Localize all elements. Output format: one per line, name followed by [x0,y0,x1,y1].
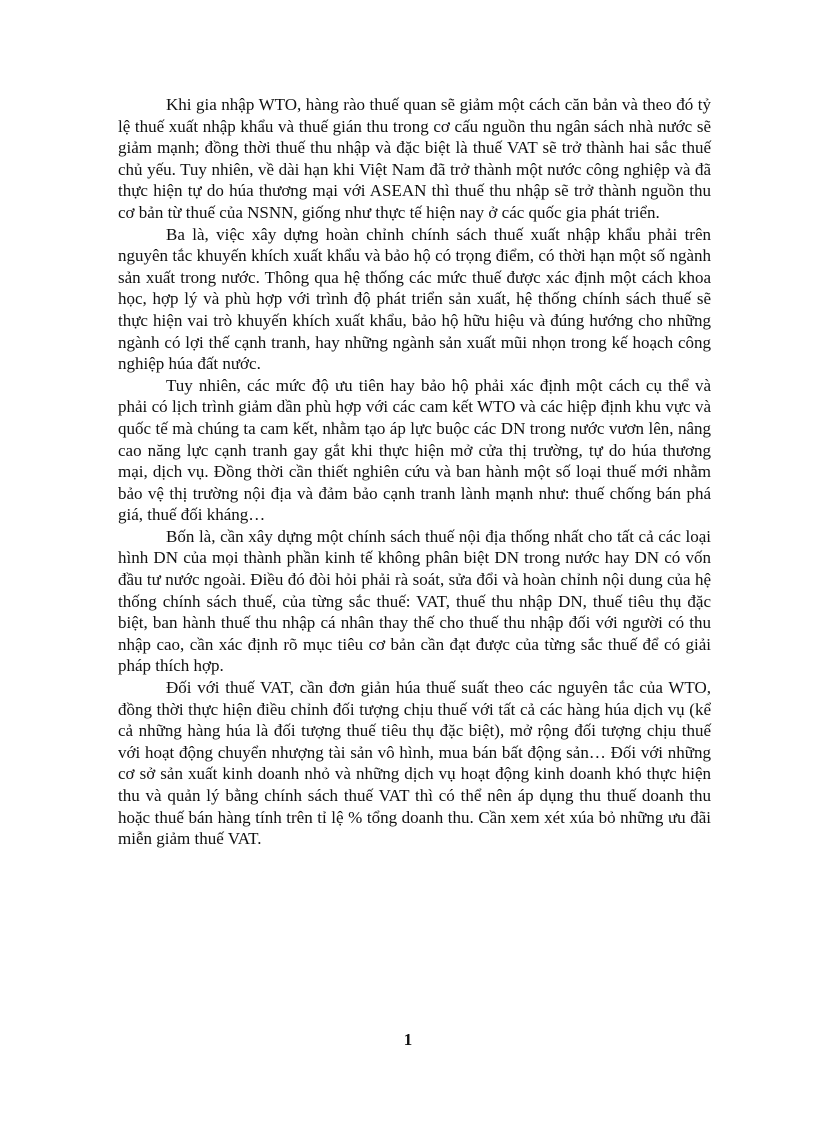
paragraph-2: Ba là, việc xây dựng hoàn chỉnh chính sách thuế xuất nhập khẩu phải trên nguyên tắc khuyến khích xuất khẩu và bảo hộ có trọng điểm, có thời hạn một số ngành sản xuất trong nước. Thông qua hệ thống các mức thuế được xác định một cách khoa học, hợp lý và phù hợp với trình độ phát triển sản xuất, hệ thống chính sách thuế sẽ thực hiện vai trò khuyến khích xuất khẩu, bảo hộ hữu hiệu và đúng hướng cho những ngành có lợi thế cạnh tranh, hay những ngành sản xuất mũi nhọn trong kế hoạch công nghiệp húa đất nước. [118,224,711,374]
paragraph-3: Tuy nhiên, các mức độ ưu tiên hay bảo hộ phải xác định một cách cụ thể và phải có lịch trình giảm dần phù hợp với các cam kết WTO và các hiệp định khu vực và quốc tế mà chúng ta cam kết, nhằm tạo áp lực buộc các DN trong nước vươn lên, nâng cao năng lực cạnh tranh gay gắt khi thực hiện mở cửa thị trường, tự do húa thương mại, dịch vụ. Đồng thời cần thiết nghiên cứu và ban hành một số loại thuế mới nhằm bảo vệ thị trường nội địa và đảm bảo cạnh tranh lành mạnh như: thuế chống bán phá giá, thuế đối kháng… [118,375,711,525]
page-number: 1 [403,1030,413,1049]
paragraph-5: Đối với thuế VAT, cần đơn giản húa thuế suất theo các nguyên tắc của WTO, đồng thời thực hiện điều chỉnh đối tượng chịu thuế với tất cả các hàng húa dịch vụ (kể cả những hàng húa là đối tượng thuế tiêu thụ đặc biệt), mở rộng đối tượng chịu thuế với hoạt động chuyển nhượng tài sản vô hình, mua bán bất động sản… Đối với những cơ sở sản xuất kinh doanh nhỏ và những dịch vụ hoạt động kinh doanh khó thực hiện thu và quản lý bằng chính sách thuế VAT thì có thể nên áp dụng thu thuế doanh thu hoặc thuế bán hàng tính trên tỉ lệ % tổng doanh thu. Cần xem xét xúa bỏ những ưu đãi miễn giảm thuế VAT. [118,678,711,849]
paragraph-4: Bốn là, cần xây dựng một chính sách thuế nội địa thống nhất cho tất cả các loại hình DN của mọi thành phần kinh tế không phân biệt DN trong nước hay DN có vốn đầu tư nước ngoài. Điều đó đòi hỏi phải rà soát, sửa đổi và hoàn chỉnh nội dung của hệ thống chính sách thuế, của từng sắc thuế: VAT, thuế thu nhập DN, thuế tiêu thụ đặc biệt, ban hành thuế thu nhập cá nhân thay thế cho thuế thu nhập đối với người có thu nhập cao, cần xác định rõ mục tiêu cơ bản cần đạt được của từng sắc thuế để có giải pháp thích hợp. [118,526,711,676]
paragraph-1: Khi gia nhập WTO, hàng rào thuế quan sẽ giảm một cách căn bản và theo đó tỷ lệ thuế xuất nhập khẩu và thuế gián thu trong cơ cấu nguồn thu ngân sách nhà nước sẽ giảm mạnh; đồng thời thuế thu nhập và đặc biệt là thuế VAT sẽ trở thành hai sắc thuế chủ yếu. Tuy nhiên, về dài hạn khi Việt Nam đã trở thành một nước công nghiệp và đã thực hiện tự do húa thương mại với ASEAN thì thuế thu nhập sẽ trở thành nguồn thu cơ bản từ thuế của NSNN, giống như thực tế hiện nay ở các quốc gia phát triển. [118,95,711,222]
body-text [118,94,711,850]
